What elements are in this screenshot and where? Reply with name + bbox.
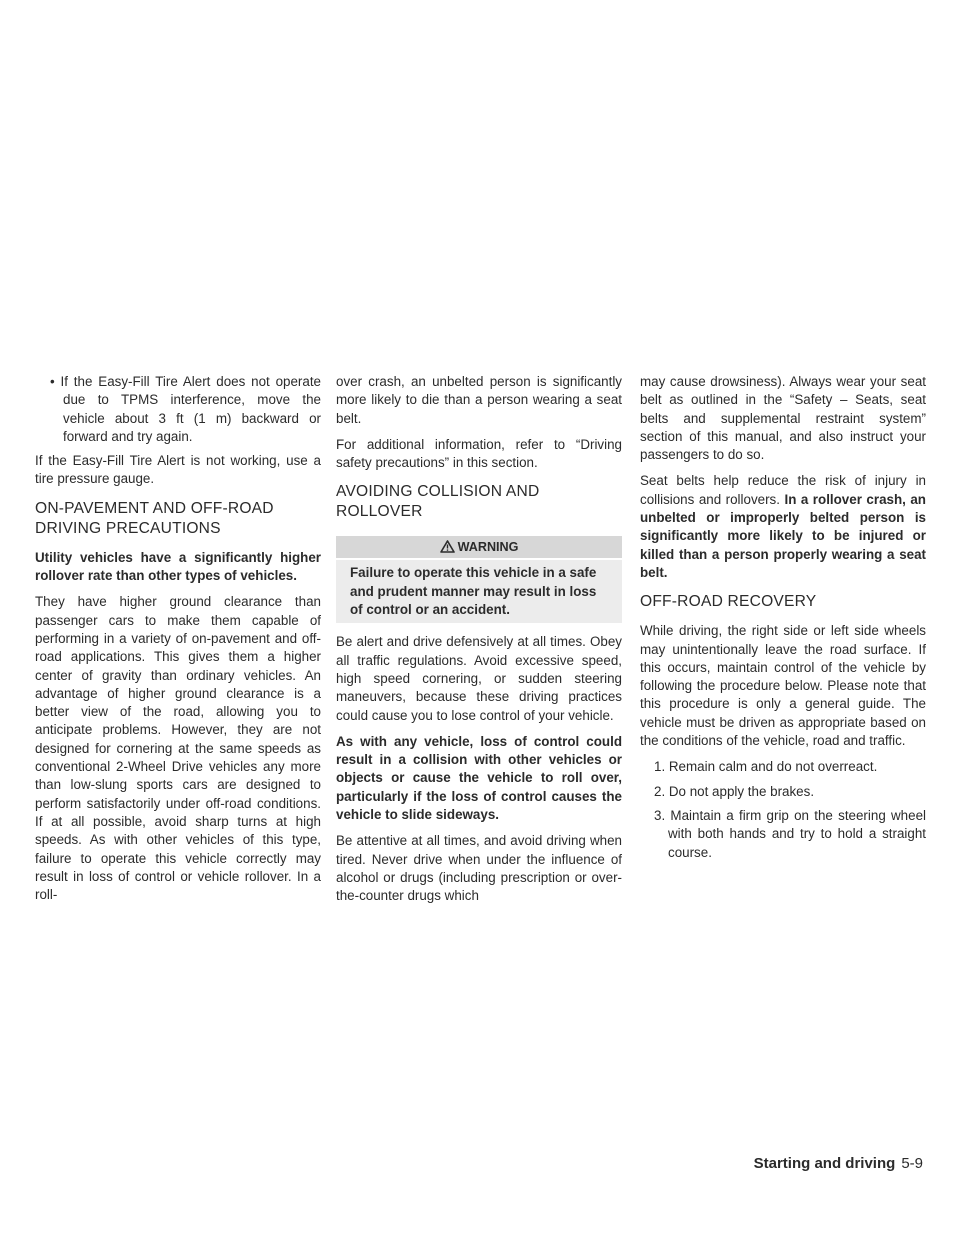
tire-gauge-paragraph: If the Easy-Fill Tire Alert is not working, use a tire pressure gauge. (35, 453, 321, 487)
section-heading-driving-precautions: ON-PAVEMENT AND OFF-ROAD DRIVING PRECAUTIONS (35, 499, 274, 537)
footer-section-title: Starting and driving (753, 1155, 896, 1172)
seat-belt-normal-text: Seat belts help reduce the risk of injury in collisions and rollovers. (640, 473, 926, 507)
warning-text: Failure to operate this vehicle in a safe and prudent manner may result in loss of control or an accident. (336, 560, 622, 623)
recovery-steps-list (640, 758, 926, 861)
seat-belt-bold-text: In a rollover crash, an unbelted or improperly belted person is significantly more likely to be injured or killed than a person properly wearing a seat belt. (640, 491, 926, 580)
defensive-driving-paragraph: Be alert and drive defensively at all times. Obey all traffic regulations. Avoid excessive speed, high speed cornering, or sudden steering maneuvers, because these driving practices could cause you to lose control of your vehicle. (336, 634, 622, 723)
ground-clearance-paragraph: They have higher ground clearance than passenger cars to make them capable of performing in a variety of on-pavement and off-road applications. This gives them a higher center of gravity than ordinary vehicles. An advantage of higher ground clearance is a better view of the road, allowing you to anticipate problems. However, they are not designed for cornering at the same speeds as conventional 2-Wheel Drive vehicles any more than low-slung sports cars are designed to perform satisfactorily under off-road conditions. If at all possible, avoid sharp turns at high speeds. As with other vehicles of this type, failure to operate this vehicle correctly may result in loss of control or vehicle rollover. In a roll- (35, 594, 321, 903)
section-heading-avoiding-collision: AVOIDING COLLISION AND ROLLOVER (336, 483, 540, 521)
page-footer (754, 1155, 923, 1172)
loss-of-control-warning: As with any vehicle, loss of control could result in a collision with other vehicles or objects or cause the vehicle to roll over, particularly if the loss of control causes the vehicle to slide sideways. (336, 733, 622, 823)
page-number: 5-9 (901, 1155, 923, 1172)
warning-header (336, 536, 622, 558)
warning-label: WARNING (457, 540, 519, 555)
column-1 (35, 373, 321, 912)
section-heading-off-road-recovery: OFF-ROAD RECOVERY (640, 593, 817, 611)
off-road-intro-paragraph: While driving, the right side or left side wheels may unintentionally leave the road surface. If this occurs, maintain control of the vehicle by following the procedure below. Please note that this procedure is only a general guide. The vehicle must be driven as appropriate based on the conditions of the vehicle, road and traffic. (640, 623, 926, 749)
drowsiness-continuation-paragraph: may cause drowsiness). Always wear your seat belt as outlined in the “Safety – Seats, seat belts and supplemental restraint system” section of this manual, and also instruct your passengers to do so. (640, 374, 926, 463)
list-item: 3. Maintain a firm grip on the steering wheel with both hands and try to hold a straight course. (654, 807, 926, 860)
warning-box (336, 536, 622, 623)
list-item: 1. Remain calm and do not overreact. (654, 759, 878, 775)
rollover-rate-warning: Utility vehicles have a significantly higher rollover rate than other types of vehicles. (35, 549, 321, 584)
easy-fill-bullet: • If the Easy-Fill Tire Alert does not operate due to TPMS interference, move the vehicle about 3 ft (1 m) backward or forward and try again. (50, 374, 321, 444)
column-2 (336, 373, 622, 914)
list-item: 2. Do not apply the brakes. (654, 783, 815, 799)
warning-triangle-icon (440, 538, 455, 560)
unbelted-continuation-paragraph: over crash, an unbelted person is significantly more likely to die than a person wearing a seat belt. (336, 374, 622, 426)
column-3 (640, 373, 926, 868)
reference-paragraph: For additional information, refer to “Driving safety precautions” in this section. (336, 436, 622, 471)
attentive-driving-paragraph: Be attentive at all times, and avoid driving when tired. Never drive when under the influence of alcohol or drugs (including prescription or over-the-counter drugs which (336, 833, 622, 904)
seat-belt-paragraph (640, 472, 926, 582)
